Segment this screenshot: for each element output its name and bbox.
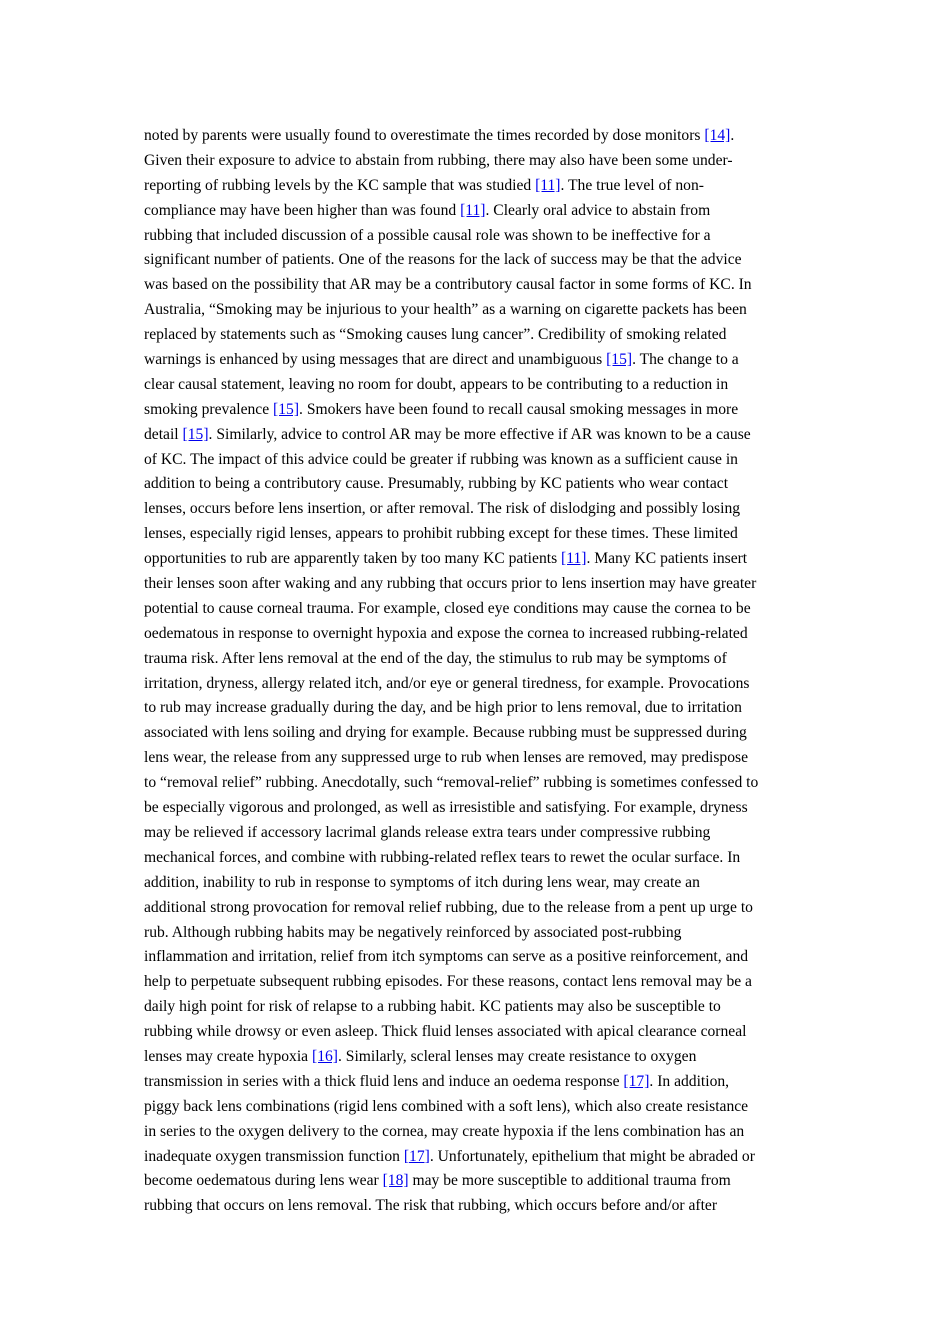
text-line	[144, 672, 808, 697]
text-run: detail	[144, 425, 183, 443]
citation-link[interactable]: [11]	[535, 176, 561, 194]
text-line	[144, 273, 808, 298]
text-line	[144, 1020, 808, 1045]
text-line	[144, 298, 808, 323]
citation-link[interactable]: [16]	[312, 1047, 338, 1065]
text-line	[144, 472, 808, 497]
text-run: Australia, “Smoking may be injurious to your health” as a warning on cigarette packets has been	[144, 301, 747, 319]
text-line	[144, 995, 808, 1020]
text-line	[144, 497, 808, 522]
text-line	[144, 1194, 808, 1219]
text-line	[144, 174, 808, 199]
citation-link[interactable]: [17]	[403, 1147, 430, 1165]
text-run: was based on the possibility that AR may be a contributory causal factor in some forms of KC. In	[144, 276, 752, 294]
text-line	[144, 448, 808, 473]
text-run: significant number of patients. One of the reasons for the lack of success may be that the advice	[144, 251, 742, 269]
text-line	[144, 248, 808, 273]
text-line	[144, 547, 808, 572]
text-run: reporting of rubbing levels by the KC sample that was studied	[144, 176, 536, 194]
text-run: . The true level of non-	[560, 176, 704, 194]
text-line	[144, 1120, 808, 1145]
text-run: opportunities to rub are apparently taken by too many KC patients	[144, 550, 562, 568]
text-run: their lenses soon after waking and any rubbing that occurs prior to lens insertion may have greater	[144, 575, 757, 593]
text-line	[144, 970, 808, 995]
text-run: noted by parents were usually found to overestimate the times recorded by dose monitors	[144, 127, 705, 144]
citation-link[interactable]: [15]	[273, 400, 300, 418]
text-run: help to perpetuate subsequent rubbing episodes. For these reasons, contact lens removal may be a	[144, 973, 752, 991]
text-run: in series to the oxygen delivery to the cornea, may create hypoxia if the lens combination has an	[144, 1122, 745, 1140]
text-line	[144, 597, 808, 622]
text-line	[144, 896, 808, 921]
text-line	[144, 622, 808, 647]
text-run: trauma risk. After lens removal at the end of the day, the stimulus to rub may be symptoms of	[144, 649, 727, 667]
citation-link[interactable]: [14]	[704, 127, 731, 144]
text-run: daily high point for risk of relapse to a rubbing habit. KC patients may also be susceptible to	[144, 998, 721, 1016]
text-run: replaced by statements such as “Smoking causes lung cancer”. Credibility of smoking related	[144, 326, 727, 344]
text-run: of KC. The impact of this advice could be greater if rubbing was known as a sufficient cause in	[144, 450, 738, 468]
text-run: Given their exposure to advice to abstain from rubbing, there may also have been some under-	[144, 151, 733, 169]
text-line	[144, 746, 808, 771]
text-run: inflammation and irritation, relief from itch symptoms can serve as a positive reinforcement, and	[144, 948, 749, 966]
text-run: rubbing that included discussion of a possible causal role was shown to be ineffective for a	[144, 226, 711, 244]
text-run: piggy back lens combinations (rigid lens combined with a soft lens), which also create resistance	[144, 1097, 749, 1115]
text-line	[144, 199, 808, 224]
citation-link[interactable]: [15]	[182, 425, 209, 443]
citation-link[interactable]: [17]	[623, 1072, 650, 1090]
text-run: to rub may increase gradually during the day, and be high prior to lens removal, due to irritation	[144, 699, 742, 717]
text-line	[144, 124, 808, 149]
text-line	[144, 1169, 808, 1194]
text-run: be especially vigorous and prolonged, as well as irresistible and satisfying. For example, dryness	[144, 799, 748, 817]
text-line	[144, 224, 808, 249]
text-line	[144, 647, 808, 672]
text-run: clear causal statement, leaving no room for doubt, appears to be contributing to a reduction in	[144, 375, 729, 393]
text-line	[144, 1045, 808, 1070]
text-line	[144, 871, 808, 896]
text-line	[144, 522, 808, 547]
text-run: may be relieved if accessory lacrimal glands release extra tears under compressive rubbing	[144, 823, 711, 841]
text-line	[144, 149, 808, 174]
text-run: mechanical forces, and combine with rubbing-related reflex tears to rewet the ocular surface. In	[144, 848, 741, 866]
body-paragraph	[144, 124, 808, 1219]
text-run: additional strong provocation for removal relief rubbing, due to the release from a pent up urge to	[144, 898, 753, 916]
text-run: smoking prevalence	[144, 400, 274, 418]
text-run: rubbing that occurs on lens removal. The risk that rubbing, which occurs before and/or after	[144, 1197, 718, 1215]
text-run: associated with lens soiling and drying for example. Because rubbing must be suppressed during	[144, 724, 747, 742]
text-line	[144, 1095, 808, 1120]
text-line	[144, 721, 808, 746]
text-run: . Similarly, scleral lenses may create resistance to oxygen	[337, 1047, 697, 1065]
text-line	[144, 348, 808, 373]
text-line	[144, 1145, 808, 1170]
text-run: transmission in series with a thick fluid lens and induce an oedema response	[144, 1072, 624, 1090]
text-run: . The change to a	[632, 351, 739, 369]
text-run: to “removal relief” rubbing. Anecdotally, such “removal-relief” rubbing is sometimes confessed to	[144, 774, 759, 792]
text-run: irritation, dryness, allergy related itch, and/or eye or general tiredness, for example. Provocations	[144, 674, 750, 692]
text-run: lenses may create hypoxia	[144, 1047, 312, 1065]
text-line	[144, 323, 808, 348]
text-line	[144, 398, 808, 423]
text-run: . In addition,	[649, 1072, 730, 1090]
text-line	[144, 572, 808, 597]
text-run: .	[730, 127, 735, 144]
text-run: potential to cause corneal trauma. For example, closed eye conditions may cause the cornea to be	[144, 599, 751, 617]
text-line	[144, 1070, 808, 1095]
text-run: . Many KC patients insert	[586, 550, 748, 568]
text-run: may be more susceptible to additional trauma from	[408, 1172, 731, 1190]
text-run: addition, inability to rub in response to symptoms of itch during lens wear, may create an	[144, 873, 700, 891]
text-line	[144, 945, 808, 970]
text-line	[144, 771, 808, 796]
citation-link[interactable]: [11]	[460, 201, 486, 219]
text-run: oedematous in response to overnight hypoxia and expose the cornea to increased rubbing-related	[144, 624, 748, 642]
citation-link[interactable]: [15]	[606, 351, 633, 369]
text-run: lens wear, the release from any suppressed urge to rub when lenses are removed, may predispose	[144, 749, 749, 767]
text-run: compliance may have been higher than was found	[144, 201, 461, 219]
text-run: rubbing while drowsy or even asleep. Thick fluid lenses associated with apical clearance corneal	[144, 1023, 747, 1041]
text-line	[144, 846, 808, 871]
text-line	[144, 921, 808, 946]
text-run: lenses, especially rigid lenses, appears to prohibit rubbing except for these times. These limited	[144, 525, 738, 543]
text-run: . Smokers have been found to recall causal smoking messages in more	[299, 400, 739, 418]
text-run: warnings is enhanced by using messages that are direct and unambiguous	[144, 351, 607, 369]
text-line	[144, 423, 808, 448]
text-line	[144, 696, 808, 721]
text-line	[144, 821, 808, 846]
text-run: become oedematous during lens wear	[144, 1172, 383, 1190]
text-line	[144, 796, 808, 821]
citation-link[interactable]: [18]	[382, 1172, 409, 1190]
text-run: addition to being a contributory cause. Presumably, rubbing by KC patients who wear contact	[144, 475, 729, 493]
text-run: lenses, occurs before lens insertion, or after removal. The risk of dislodging and possibly losing	[144, 500, 741, 518]
text-run: inadequate oxygen transmission function	[144, 1147, 404, 1165]
text-run: . Unfortunately, epithelium that might be abraded or	[429, 1147, 755, 1165]
text-run: . Clearly oral advice to abstain from	[485, 201, 711, 219]
citation-link[interactable]: [11]	[561, 550, 587, 568]
text-line	[144, 373, 808, 398]
text-run: . Similarly, advice to control AR may be more effective if AR was known to be a cause	[208, 425, 751, 443]
text-run: rub. Although rubbing habits may be negatively reinforced by associated post-rubbing	[144, 923, 682, 941]
